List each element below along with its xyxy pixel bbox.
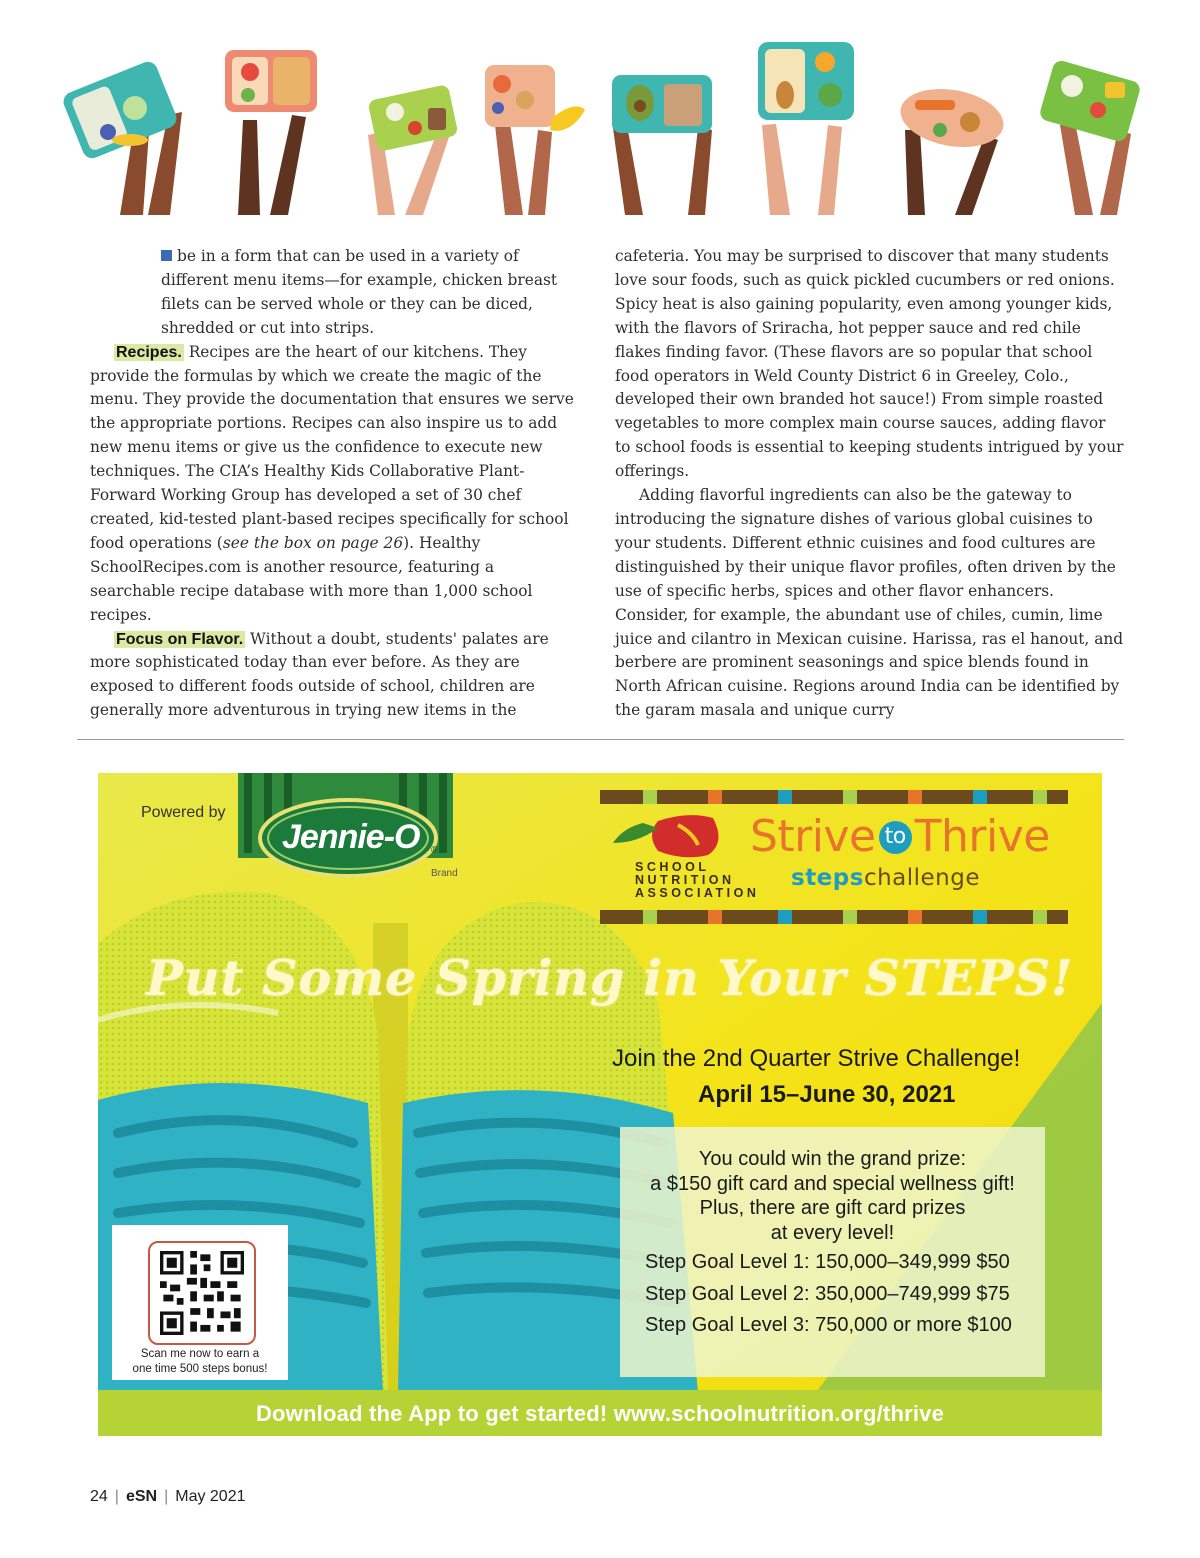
grand-prize-text: You could win the grand prize: a $150 gift card and special wellness gift! Plus, there are gift card prizes at every level! bbox=[650, 1148, 1015, 1244]
join-challenge-text: Join the 2nd Quarter Strive Challenge! bbox=[612, 1045, 1021, 1072]
step-goal-level-2: Step Goal Level 2: 350,000–749,999 $75 bbox=[645, 1282, 1010, 1305]
recipes-page-reference: see the box on page 26 bbox=[222, 533, 404, 552]
step-goal-level-3: Step Goal Level 3: 750,000 or more $100 bbox=[645, 1314, 1012, 1336]
step-goal-level-1: Step Goal Level 1: 150,000–349,999 $50 bbox=[645, 1251, 1010, 1273]
strive-to-thrive-advertisement bbox=[98, 773, 1102, 1436]
brand-label: Brand bbox=[431, 868, 458, 879]
prize-info-box bbox=[620, 1127, 1045, 1377]
right-paragraph-1: cafeteria. You may be surprised to discover that many students love sour foods, such as quick pickled cucumbers or red onions. Spicy heat is also gaining popularity, even among younger kids, with the flavors of Sriracha, hot pepper sauce and red chile flakes finding favor. (These flavors are so popular that school food operators in Weld County District 6 in Greeley, Colo., developed their own branded hot sauce!) From simple roasted vegetables to more complex main course sauces, adding flavor to school foods is essential to keeping students intrigued by your offerings. bbox=[615, 247, 1124, 481]
powered-by-label: Powered by bbox=[141, 804, 226, 821]
article-right-column bbox=[615, 245, 1125, 723]
lunch-tray-illustration-3 bbox=[367, 84, 458, 215]
recipes-body-1: Recipes are the heart of our kitchens. They provide the formulas by which we create the magic of the menu. They provide the documentation that ensures we serve the appropriate portions. Recipes can also inspire us to add new menu items or give us the confidence to execute new techniques. The CIA’s Healthy Kids Collaborative Plant-Forward Working Group has developed a set of 30 chef created, kid-tested plant-based recipes specifically for school food operations ( bbox=[90, 342, 574, 552]
to-circle: to bbox=[879, 821, 912, 854]
steps-word: steps bbox=[791, 865, 864, 891]
steps-challenge-label bbox=[791, 865, 980, 891]
step-goal-levels bbox=[645, 1247, 1012, 1342]
jennie-o-logo: Jennie-O bbox=[282, 818, 420, 856]
registered-mark: ® bbox=[431, 845, 439, 856]
challenge-dates: April 15–June 30, 2021 bbox=[698, 1081, 956, 1108]
lunch-tray-illustration-2 bbox=[225, 50, 317, 215]
footer-separator: | bbox=[114, 1488, 119, 1505]
focus-on-flavor-heading: Focus on Flavor. bbox=[116, 630, 244, 648]
issue-date: May 2021 bbox=[175, 1488, 246, 1505]
article-left-column bbox=[90, 245, 580, 723]
download-app-link[interactable]: Download the App to get started! www.schoolnutrition.org/thrive bbox=[255, 1401, 945, 1426]
striped-bar-bottom bbox=[600, 910, 1068, 924]
lunch-tray-illustration-6 bbox=[758, 42, 854, 215]
bullet-list-item bbox=[90, 245, 580, 341]
section-divider bbox=[77, 739, 1124, 740]
right-paragraph-2: Adding flavorful ingredients can also be the gateway to introducing the signature dishes of various global cuisines to your students. Different ethnic cuisines and food cultures are distinguished by their unique flavor profiles, often driven by the use of specific herbs, spices and other flavor enhancers. Consider, for example, the abundant use of chiles, cumin, lime juice and cilantro in Mexican cuisine. Harissa, ras el hanout, and berbere are prominent seasonings and spice blends found in North African cuisine. Regions around India can be identified by the garam masala and unique curry bbox=[615, 486, 1124, 720]
challenge-word: challenge bbox=[863, 865, 981, 891]
magazine-name: eSN bbox=[125, 1488, 158, 1505]
strive-to-thrive-logo: Strive to Thrive bbox=[750, 811, 1050, 862]
hands-holding-lunch-trays-illustration bbox=[0, 0, 1200, 225]
recipes-paragraph bbox=[90, 341, 580, 628]
sna-wordmark: SCHOOL NUTRITION ASSOCIATION bbox=[635, 860, 760, 900]
flavor-paragraph bbox=[90, 628, 580, 724]
lunch-tray-illustration-1 bbox=[61, 59, 182, 215]
qr-code-icon[interactable] bbox=[158, 1251, 246, 1335]
qr-code-panel[interactable] bbox=[112, 1225, 288, 1380]
recipes-body-2: ). Healthy SchoolRecipes.com is another resource, featuring a searchable recipe database with more than 1,000 school recipes. bbox=[90, 533, 533, 624]
qr-caption: Scan me now to earn a one time 500 steps bonus! bbox=[132, 1348, 268, 1375]
lunch-tray-illustration-4 bbox=[485, 65, 585, 215]
bullet-text: be in a form that can be used in a variety of different menu items—for example, chicken breast filets can be served whole or they can be diced, shredded or cut into strips. bbox=[161, 247, 558, 337]
flavor-body: Without a doubt, students' palates are more sophisticated today than ever before. As they are exposed to different foods outside of school, children are generally more adventurous in trying new items in the bbox=[90, 629, 549, 720]
striped-bar-top bbox=[600, 790, 1068, 804]
bullet-square-icon bbox=[161, 250, 172, 261]
page-number: 24 bbox=[90, 1488, 108, 1505]
qr-code-frame[interactable] bbox=[148, 1241, 256, 1345]
lunch-tray-illustration-5 bbox=[612, 75, 712, 215]
page-footer bbox=[90, 1488, 246, 1506]
ad-footer-bar bbox=[98, 1390, 1102, 1436]
ad-headline: Put Some Spring in Your STEPS! bbox=[146, 949, 1074, 1007]
lunch-tray-illustration-7 bbox=[896, 81, 1008, 215]
recipes-heading: Recipes. bbox=[116, 343, 182, 361]
footer-separator: | bbox=[164, 1488, 169, 1505]
lunch-tray-illustration-8 bbox=[1038, 59, 1142, 215]
